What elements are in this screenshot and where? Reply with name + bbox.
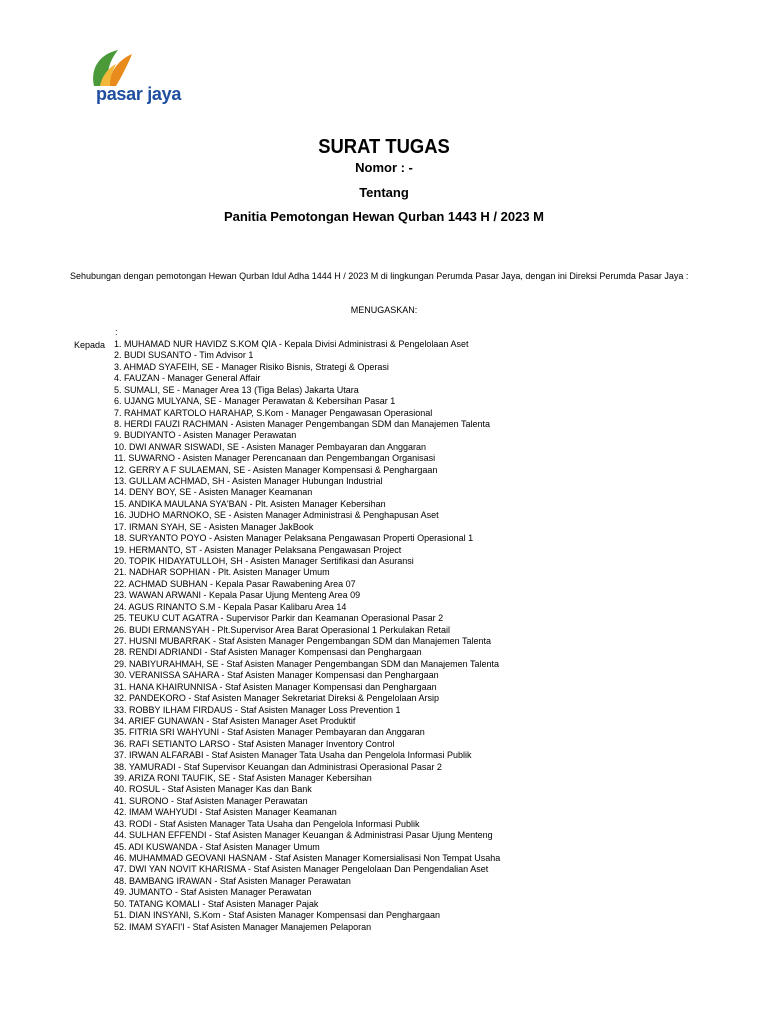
- assignee-item: 12. GERRY A F SULAEMAN, SE - Asisten Manager Kompensasi & Penghargaan: [114, 464, 438, 475]
- assignee-item: 16. JUDHO MARNOKO, SE - Asisten Manager Administrasi & Penghapusan Aset: [114, 510, 439, 521]
- assignee-item: 3. AHMAD SYAFEIH, SE - Manager Risiko Bisnis, Strategi & Operasi: [114, 361, 389, 372]
- assignee-item: 6. UJANG MULYANA, SE - Manager Perawatan & Kebersihan Pasar 1: [114, 396, 396, 407]
- assignee-item: 38. YAMURADI - Staf Supervisor Keuangan dan Administrasi Operasional Pasar 2: [114, 761, 442, 772]
- assignee-item: 10. DWI ANWAR SISWADI, SE - Asisten Manager Pembayaran dan Anggaran: [114, 441, 426, 452]
- assignee-item: 35. FITRIA SRI WAHYUNI - Staf Asisten Manager Pembayaran dan Anggaran: [114, 727, 425, 738]
- assignee-item: 52. IMAM SYAFI'I - Staf Asisten Manager Manajemen Pelaporan: [114, 921, 372, 932]
- assignee-item: 28. RENDI ADRIANDI - Staf Asisten Manager Kompensasi dan Penghargaan: [114, 647, 422, 658]
- intro-paragraph: Sehubungan dengan pemotongan Hewan Qurban Idul Adha 1444 H / 2023 M di lingkungan Perumda Pasar Jaya, dengan ini Direksi Perumda Pasar Jaya :: [70, 271, 689, 281]
- assignee-item: 5. SUMALI, SE - Manager Area 13 (Tiga Belas) Jakarta Utara: [114, 384, 359, 395]
- assignee-item: 36. RAFI SETIANTO LARSO - Staf Asisten Manager Inventory Control: [114, 738, 395, 749]
- about-label: Tentang: [359, 185, 409, 200]
- assignee-item: 24. AGUS RINANTO S.M - Kepala Pasar Kalibaru Area 14: [114, 601, 347, 612]
- assignee-item: 13. GULLAM ACHMAD, SH - Asisten Manager Hubungan Industrial: [114, 476, 383, 487]
- assignee-item: 49. JUMANTO - Staf Asisten Manager Perawatan: [114, 887, 312, 898]
- assignee-item: 8. HERDI FAUZI RACHMAN - Asisten Manager Pengembangan SDM dan Manajemen Talenta: [114, 418, 491, 429]
- assignee-item: 26. BUDI ERMANSYAH - Plt.Supervisor Area Barat Operasional 1 Perkulakan Retail: [114, 624, 450, 635]
- assignee-item: 19. HERMANTO, ST - Asisten Manager Pelaksana Pengawasan Project: [114, 544, 402, 555]
- assignee-item: 44. SULHAN EFFENDI - Staf Asisten Manager Keuangan & Administrasi Pasar Ujung Menteng: [114, 830, 493, 841]
- assignee-item: 31. HANA KHAIRUNNISA - Staf Asisten Manager Kompensasi dan Penghargaan: [114, 681, 437, 692]
- assignee-item: 20. TOPIK HIDAYATULLOH, SH - Asisten Manager Sertifikasi dan Asuransi: [114, 556, 414, 567]
- logo-wordmark: pasar jaya: [96, 84, 182, 104]
- assignee-item: 21. NADHAR SOPHIAN - Plt. Asisten Manager Umum: [114, 567, 330, 578]
- assignee-item: 29. NABIYURAHMAH, SE - Staf Asisten Manager Pengembangan SDM dan Manajemen Talenta: [114, 658, 500, 669]
- to-label: Kepada: [74, 340, 106, 350]
- assignee-item: 40. ROSUL - Staf Asisten Manager Kas dan Bank: [114, 784, 312, 795]
- assignee-item: 45. ADI KUSWANDA - Staf Asisten Manager Umum: [114, 841, 320, 852]
- document-subject: Panitia Pemotongan Hewan Qurban 1443 H / 2023 M: [223, 209, 545, 224]
- assignee-item: 27. HUSNI MUBARRAK - Staf Asisten Manager Pengembangan SDM dan Manajemen Talenta: [114, 635, 492, 646]
- assignee-item: 11. SUWARNO - Asisten Manager Perencanaan dan Pengembangan Organisasi: [114, 453, 436, 464]
- assignee-item: 9. BUDIYANTO - Asisten Manager Perawatan: [114, 430, 297, 441]
- assignee-item: 15. ANDIKA MAULANA SYA'BAN - Plt. Asisten Manager Kebersihan: [114, 498, 386, 509]
- assignee-item: 33. ROBBY ILHAM FIRDAUS - Staf Asisten Manager Loss Prevention 1: [114, 704, 401, 715]
- assignee-item: 30. VERANISSA SAHARA - Staf Asisten Manager Kompensasi dan Penghargaan: [114, 670, 439, 681]
- assignee-item: 50. TATANG KOMALI - Staf Asisten Manager Pajak: [114, 898, 319, 909]
- assignee-item: 23. WAWAN ARWANI - Kepala Pasar Ujung Menteng Area 09: [114, 590, 361, 601]
- document-number: Nomor : -: [355, 160, 413, 175]
- assignee-item: 48. BAMBANG IRAWAN - Staf Asisten Manager Perawatan: [114, 875, 351, 886]
- assignee-item: 51. DIAN INSYANI, S.Kom - Staf Asisten Manager Kompensasi dan Penghargaan: [114, 910, 441, 921]
- assignee-item: 43. RODI - Staf Asisten Manager Tata Usaha dan Pengelola Informasi Publik: [114, 818, 420, 829]
- assignee-item: 17. IRMAN SYAH, SE - Asisten Manager JakBook: [114, 521, 314, 532]
- assignee-item: 1. MUHAMAD NUR HAVIDZ S.KOM QIA - Kepala Divisi Administrasi & Pengelolaan Aset: [114, 339, 469, 349]
- assignee-item: 7. RAHMAT KARTOLO HARAHAP, S.Kom - Manager Pengawasan Operasional: [114, 407, 433, 418]
- assignee-item: 34. ARIEF GUNAWAN - Staf Asisten Manager Aset Produktif: [114, 715, 356, 726]
- assignee-item: 41. SURONO - Staf Asisten Manager Perawatan: [114, 795, 308, 806]
- pasar-jaya-logo: [88, 46, 198, 112]
- assignee-item: 32. PANDEKORO - Staf Asisten Manager Sekretariat Direksi & Pengelolaan Arsip: [114, 693, 439, 704]
- assign-heading: MENUGASKAN:: [350, 305, 418, 315]
- assignee-item: 39. ARIZA RONI TAUFIK, SE - Staf Asisten Manager Kebersihan: [114, 773, 372, 784]
- assignee-item: 47. DWI YAN NOVIT KHARISMA - Staf Asisten Manager Pengelolaan Dan Pengendalian Aset: [114, 864, 489, 875]
- assignee-item: 2. BUDI SUSANTO - Tim Advisor 1: [114, 350, 254, 361]
- to-colon: :: [115, 327, 118, 337]
- assignee-item: 37. IRWAN ALFARABI - Staf Asisten Manager Tata Usaha dan Pengelola Informasi Publik: [114, 750, 472, 761]
- assignee-list: [114, 339, 674, 933]
- assignee-item: 4. FAUZAN - Manager General Affair: [114, 373, 261, 384]
- assignee-item: 18. SURYANTO POYO - Asisten Manager Pelaksana Pengawasan Properti Operasional 1: [114, 533, 474, 544]
- assignee-item: 42. IMAM WAHYUDI - Staf Asisten Manager Keamanan: [114, 807, 337, 818]
- document-title: SURAT TUGAS: [318, 136, 450, 158]
- assignee-item: 22. ACHMAD SUBHAN - Kepala Pasar Rawabening Area 07: [114, 578, 356, 589]
- assignee-item: 46. MUHAMMAD GEOVANI HASNAM - Staf Asisten Manager Komersialisasi Non Tempat Usaha: [114, 852, 501, 863]
- assignee-item: 25. TEUKU CUT AGATRA - Supervisor Parkir dan Keamanan Operasional Pasar 2: [114, 613, 444, 624]
- assignee-item: 14. DENY BOY, SE - Asisten Manager Keamanan: [114, 487, 313, 498]
